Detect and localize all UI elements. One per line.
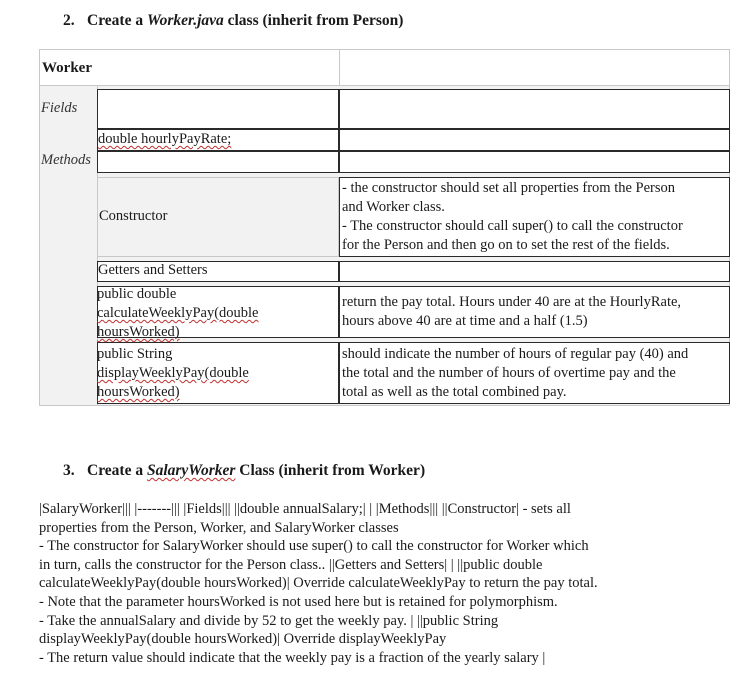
paragraph-line: - Take the annualSalary and divide by 52 to get the weekly pay. | ||public String [39,612,499,629]
calc-weekly-pay-name [97,285,258,342]
constructor-desc [342,179,683,255]
section-heading-3 [63,462,425,480]
name-line: hoursWorked) [97,324,180,340]
worker-table [39,49,730,406]
paragraph-line: in turn, calls the constructor for the Person class.. ||Getters and Setters| | ||public double [39,556,543,573]
desc-line: hours above 40 are at time and a half (1.5) [342,313,588,329]
heading-text-post: class (inherit from Person) [223,12,404,29]
desc-line: the total and the number of hours of overtime pay and the [342,365,676,381]
name-line: hoursWorked) [97,384,180,400]
field-1-desc-cell [339,129,730,151]
table-title: Worker [42,60,92,76]
section-heading-2 [63,12,403,30]
field-hourly-pay-rate [98,130,231,149]
paragraph-line: - The constructor for SalaryWorker should use super() to call the constructor for Worker which [39,538,589,555]
heading-italic: Worker.java [146,12,224,29]
paragraph-line: calculateWeeklyPay(double hoursWorked)| Override calculateWeeklyPay to return the pay total. [39,575,598,592]
heading-number: 3. [63,462,75,479]
desc-line: - The constructor should call super() to call the constructor [342,218,683,234]
methods-desc-cell [339,151,730,173]
heading-text-post: Class (inherit from Worker) [235,462,426,479]
desc-line: should indicate the number of hours of regular pay (40) and [342,346,689,362]
paragraph-line: - The return value should indicate that the weekly pay is a fraction of the yearly salary | [39,649,546,666]
header-bottom-line [39,85,730,86]
desc-line: - the constructor should set all properties from the Person [342,180,676,196]
heading-number: 2. [63,12,75,29]
heading-text-pre: Create a [87,462,147,479]
methods-name-cell [97,151,339,173]
paragraph-line: - Note that the parameter hoursWorked is not used here but is retained for polymorphism. [39,593,558,610]
fields-label: Fields [41,100,78,116]
name-line: public double [97,286,177,302]
paragraph-line: properties from the Person, Worker, and SalaryWorker classes [39,519,399,536]
name-line: calculateWeeklyPay(double [97,305,259,321]
desc-line: return the pay total. Hours under 40 are at the HourlyRate, [342,294,682,310]
fields-name-cell [97,89,339,129]
display-weekly-pay-name [97,345,249,402]
constructor-name: Constructor [99,208,168,224]
getters-setters-name: Getters and Setters [98,262,208,278]
heading-italic: SalaryWorker [146,462,236,479]
display-weekly-pay-desc [342,345,688,402]
desc-line: for the Person and then go on to set the rest of the fields. [342,237,670,253]
salary-worker-paragraph [39,500,719,667]
paragraph-line: displayWeeklyPay(double hoursWorked)| Override displayWeeklyPay [39,631,447,648]
header-divider [339,49,340,85]
name-line: displayWeeklyPay(double [97,365,249,381]
heading-text-pre: Create a [87,12,147,29]
field-1-text: double hourlyPayRate; [98,131,232,147]
calc-weekly-pay-desc [342,293,681,331]
name-line: public String [97,346,173,362]
methods-label: Methods [41,152,91,168]
fields-desc-cell [339,89,730,129]
desc-line: total as well as the total combined pay. [342,384,567,400]
desc-line: and Worker class. [342,199,445,215]
paragraph-line: |SalaryWorker||| |-------||| |Fields||| ||double annualSalary;| | |Methods||| ||Constructor| - sets all [39,501,571,517]
getters-desc-cell [339,261,730,282]
